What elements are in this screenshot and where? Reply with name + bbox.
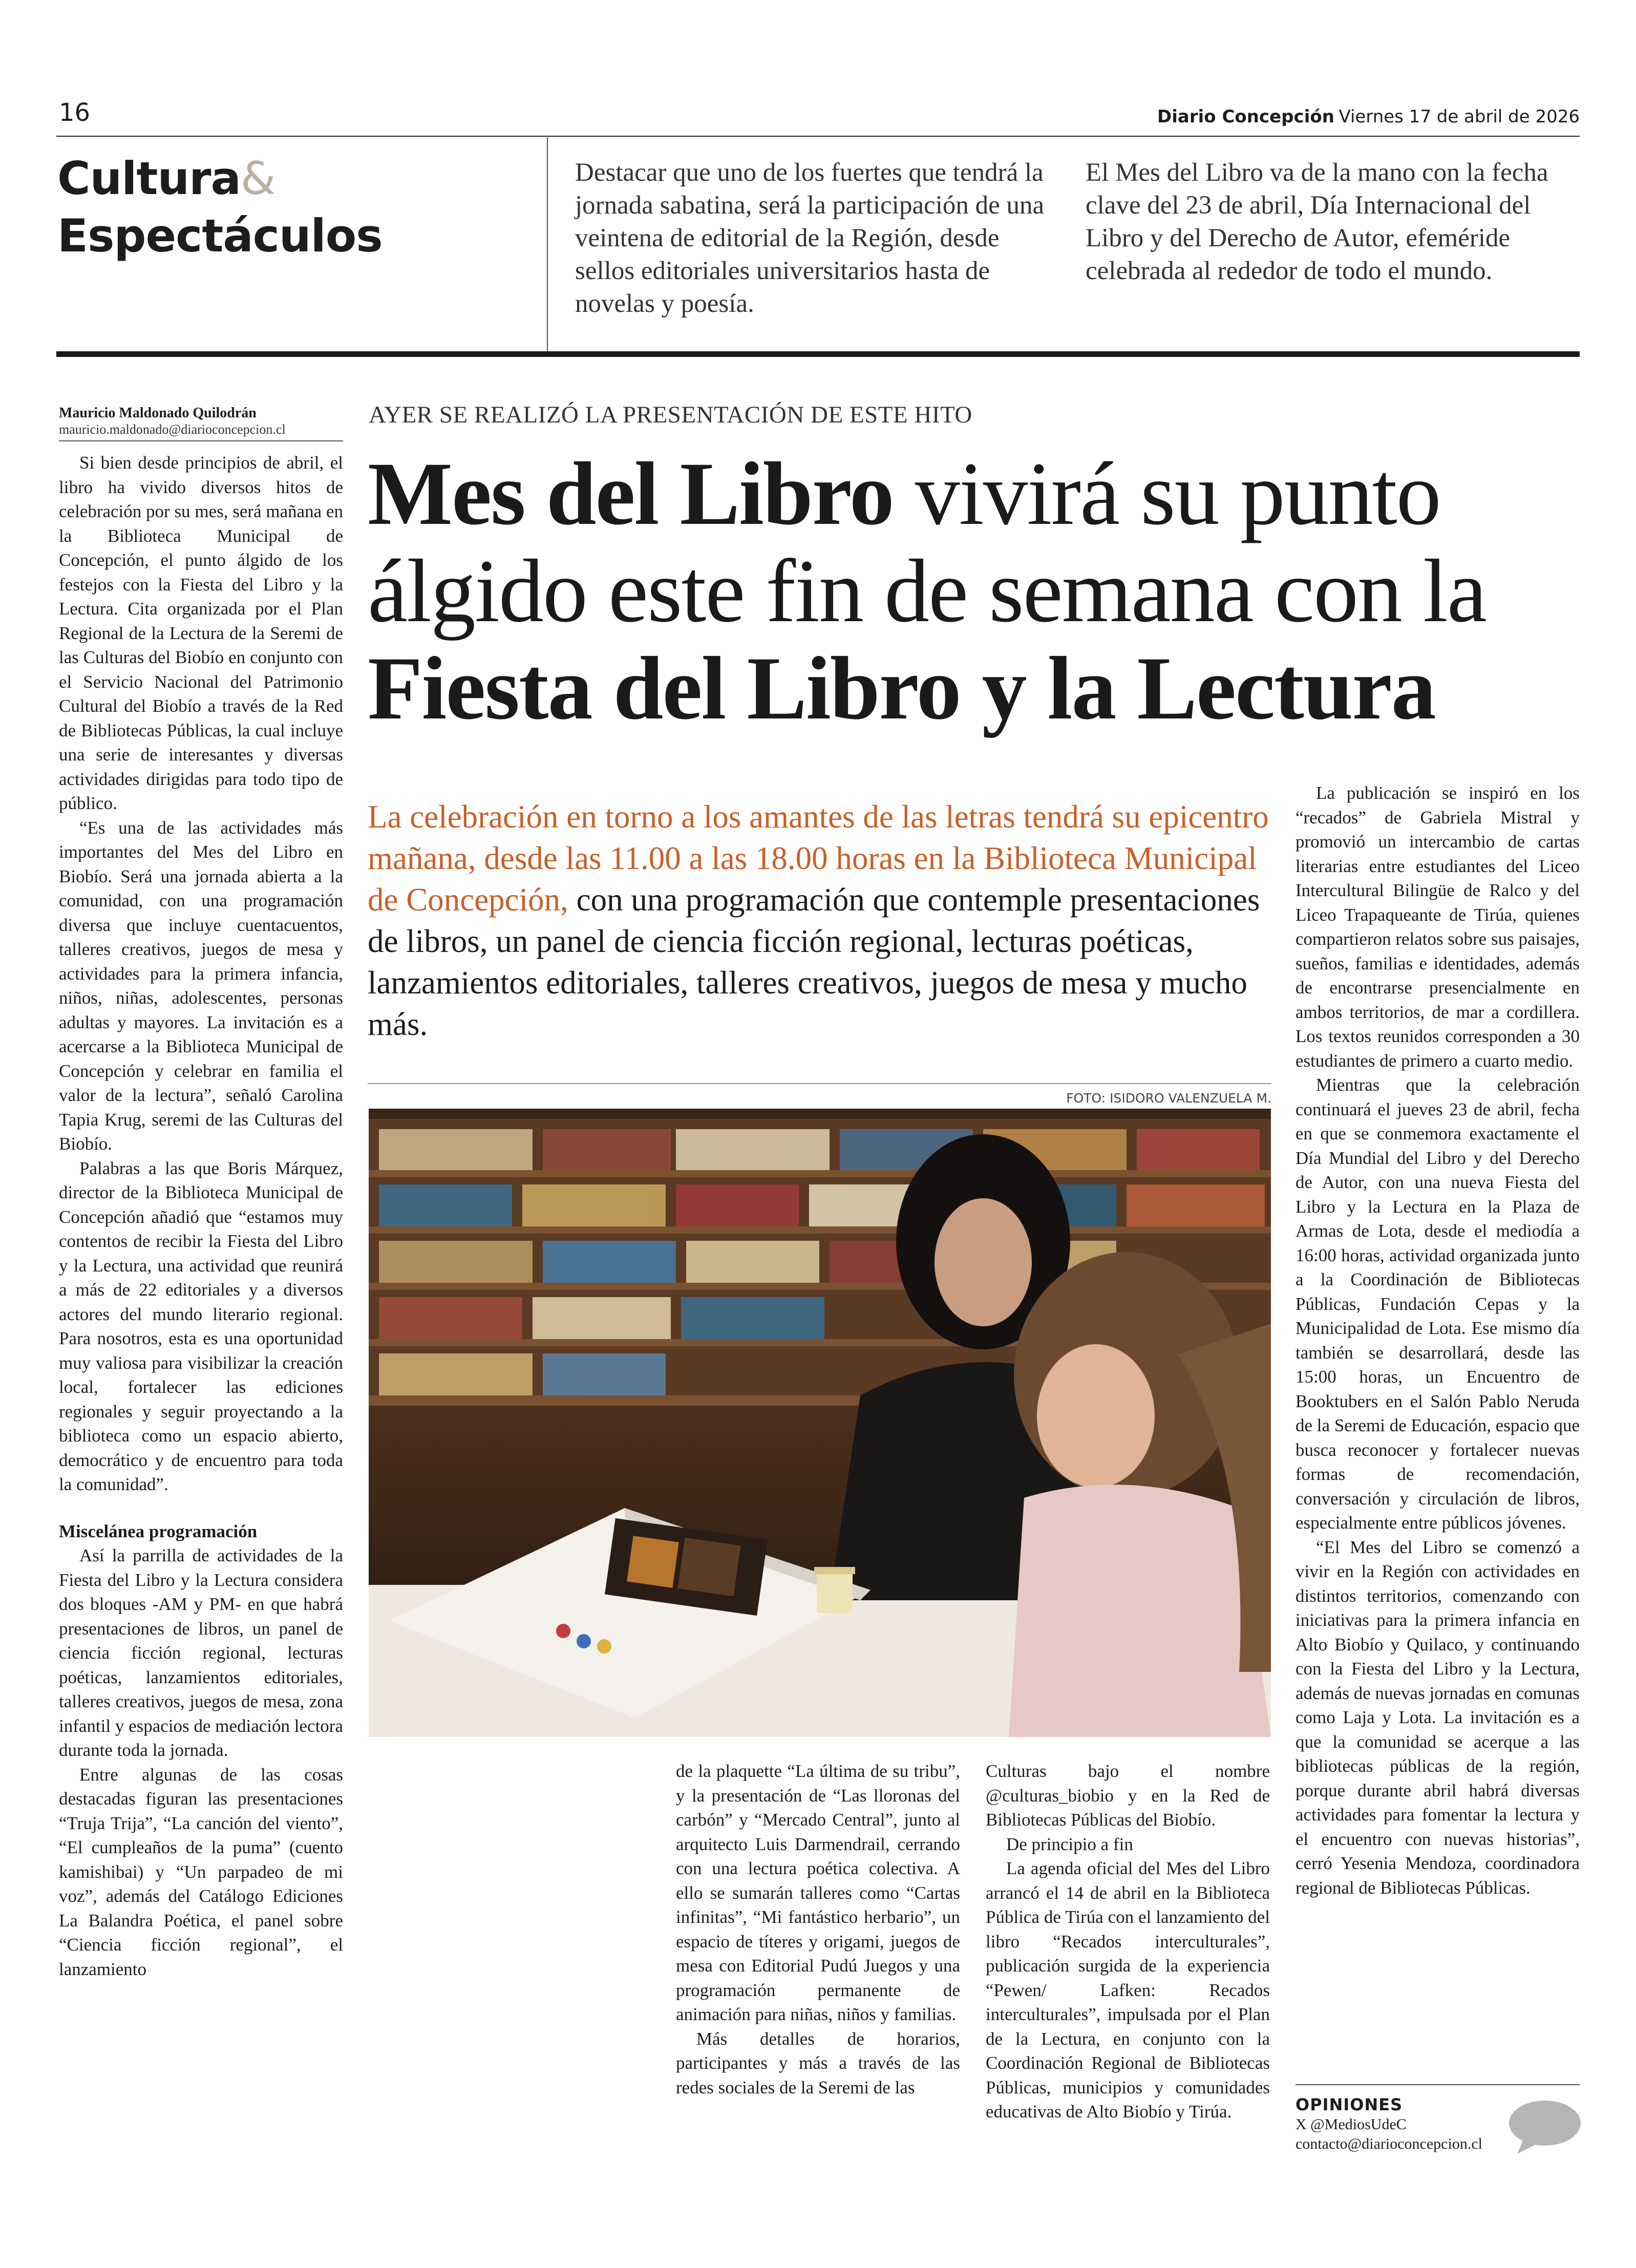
masthead-date-line: [1157, 107, 1580, 128]
article-photo: [369, 1109, 1271, 1737]
speech-bubble-icon: [1508, 2099, 1582, 2157]
col1-subhead: Miscelánea programación: [59, 1521, 258, 1541]
kicker: AYER SE REALIZÓ LA PRESENTACIÓN DE ESTE HITO: [369, 401, 972, 428]
col1-paragraph-2: “Es una de las actividades más importantes del Mes del Libro en Biobío. Será una jornada abierta a la comunidad, con una programación diversa que incluye cuentacuentos, talleres creativos, juegos de mesa y actividades para la primera infancia, niños, niñas, adolescentes, personas adultas y mayores. La invitación es a acercarse a la Biblioteca Municipal de Concepción y celebrar en familia el valor de la lectura”, señaló Carolina Tapia Krug, seremi de las Culturas del Biobío.: [59, 817, 343, 1154]
col1-paragraph-5: Entre algunas de las cosas destacadas figuran las presentaciones “Truja Trija”, “La canción del viento”, “El cumpleaños de la puma” (cuento kamishibai) y “Un parpadeo de mi voz”, además del Catálogo Ediciones La Balandra Poética, el panel sobre “Ciencia ficción regional”, el lanzamiento: [59, 1764, 343, 1979]
section-word-2: Espectáculos: [57, 209, 383, 262]
lead-paragraph: [368, 796, 1269, 1045]
yogurt-cup: [817, 1570, 853, 1613]
photo-credit: FOTO: ISIDORO VALENZUELA M.: [1066, 1091, 1271, 1106]
header-bottom-rule: [56, 351, 1580, 357]
col1-paragraph-3: Palabras a las que Boris Márquez, director de la Biblioteca Municipal de Concepción añadió que “estamos muy contentos de recibir la Fiesta del Libro y la Lectura, una actividad que reunirá a más de 22 editoriales y a diversos actores del mundo literario regional. Para nosotros, esta es una oportunidad muy valiosa para visibilizar la creación local, fortalecer las ediciones regionales y seguir proyectando a la biblioteca como un espacio abierto, democrático y de encuentro para toda la comunidad”.: [59, 1158, 343, 1494]
lead-highlight: La celebración en torno a los amantes de las letras tendrá su epicentro mañana, desde las 11.00 a las 18.00 horas en la Biblioteca Municipal de Concepción,: [368, 799, 1269, 918]
section-title: [57, 150, 383, 265]
author-email: mauricio.maldonado@diarioconcepcion.cl: [59, 422, 286, 437]
author-name: Mauricio Maldonado Quilodrán: [59, 405, 257, 421]
opinions-label: OPINIONES: [1295, 2095, 1403, 2114]
headline-bold-2: Fiesta del Libro y la Lectura: [368, 639, 1435, 738]
section-word-1: Cultura: [57, 152, 241, 205]
byline: [59, 405, 343, 441]
col3-paragraph-2: La agenda oficial del Mes del Libro arrancó el 14 de abril en la Biblioteca Pública de Tirúa con el lanzamiento del libro “Recados interculturales”, publicación surgida de la experiencia “Pewen/ Lafken: Recados interculturales”, impulsada por el Plan de la Lectura, en conjunto con la Coordinación Regional de Bibliotecas Públicas, municipios y comunidades educativas de Alto Biobío y Tirúa.: [986, 1858, 1270, 2122]
byline-rule: [59, 440, 343, 441]
column-4: [1295, 781, 1580, 1900]
opinions-rule: [1295, 2084, 1580, 2085]
lead-rule: [368, 1083, 1271, 1084]
issue-date: Viernes 17 de abril de 2026: [1338, 107, 1580, 127]
col3-paragraph-1: Culturas bajo el nombre @culturas_biobio y en la Red de Bibliotecas Públicas del Biobío.: [986, 1761, 1270, 1830]
col2-paragraph-2: Más detalles de horarios, participantes y más a través de las redes sociales de la Seremi de las: [676, 2028, 960, 2097]
col1-paragraph-4: Así la parrilla de actividades de la Fiesta del Libro y la Lectura considera dos bloques -AM y PM- en que habrá presentaciones de libros, un panel de ciencia ficción regional, lecturas poéticas, lanzamientos editoriales, talleres creativos, juegos de mesa, zona infantil y espacios de mediación lectora durante toda la jornada.: [59, 1545, 343, 1760]
column-1: [59, 451, 343, 1981]
column-3: [986, 1759, 1270, 2124]
header-divider: [547, 137, 548, 351]
opinions-email[interactable]: contacto@diarioconcepcion.cl: [1295, 2135, 1482, 2152]
callout-1: Destacar que uno de los fuertes que tendrá la jornada sabatina, será la participación de una veintena de editorial de la Región, desde sellos editoriales universitarios hasta de novelas y poesía.: [575, 158, 1045, 318]
col3-subhead: De principio a fin: [1006, 1834, 1133, 1854]
col2-paragraph-1: de la plaquette “La última de su tribu”, y la presentación de “Las lloronas del carbón” y “Mercado Central”, junto al arquitecto Luis Darmendrail, cerrando con una lectura poética colectiva. A ello se sumarán talleres como “Cartas infinitas”, “Mi fantástico herbario”, un espacio de títeres y origami, juegos de mesa con Editorial Pudú Juegos y una programación permanente de animación para niñas, niños y familias.: [676, 1761, 960, 2024]
page-number: 16: [59, 98, 91, 127]
section-ampersand: &: [240, 152, 275, 205]
callout-2: El Mes del Libro va de la mano con la fecha clave del 23 de abril, Día Internacional del Libro y del Derecho de Autor, efeméride celebrada al rededor de todo el mundo.: [1086, 158, 1548, 285]
col4-paragraph-2: Mientras que la celebración continuará el jueves 23 de abril, fecha en que se conmemora exactamente el Día Mundial del Libro y del Derecho de Autor, con una nueva Fiesta del Libro y la Lectura en la Plaza de Armas de Lota, desde el mediodía a 16:00 horas, actividad organizada junto a la Coordinación de Bibliotecas Públicas, Fundación Cepas y la Municipalidad de Lota. Ese mismo día también se desarrollará, desde las 15:00 horas, un Encuentro de Booktubers en el Salón Pablo Neruda de la Seremi de Educación, espacio que busca reconocer y fortalecer nuevas formas de recomendación, conversación y circulación de libros, especialmente entre públicos jóvenes.: [1295, 1075, 1580, 1533]
col4-paragraph-3: “El Mes del Libro se comenzó a vivir en la Región con actividades en distintos territorios, comenzando con iniciativas para la primera infancia en Alto Biobío y Quilaco, y continuando con la Fiesta del Libro y la Lectura, además de nuevas jornadas en comunas como Laja y Lota. La invitación es a que la comunidad se acerque a las bibliotecas públicas de la región, porque durante abril habrá diversas actividades para fomentar la lectura y el encuentro con nuevas historias”, cerró Yesenia Mendoza, coordinadora regional de Bibliotecas Públicas.: [1295, 1537, 1580, 1898]
headline-light: vivirá su punto álgido este fin de semana con la: [368, 444, 1486, 641]
headline: [368, 446, 1586, 737]
col1-paragraph-1: Si bien desde principios de abril, el libro ha vivido diversos hitos de celebración por su mes, será mañana en la Biblioteca Municipal de Concepción, el punto álgido de los festejos con la Fiesta del Libro y la Lectura. Cita organizada por el Plan Regional de la Lectura de la Seremi de las Culturas del Biobío en conjunto con el Servicio Nacional del Patrimonio Cultural del Biobío a través de la Red de Bibliotecas Públicas, la cual incluye una serie de interesantes y diversas actividades dirigidas para todo tipo de público.: [59, 453, 343, 813]
column-2: [676, 1759, 960, 2100]
opinions-box: [1295, 2094, 1521, 2154]
opinions-twitter[interactable]: X @MediosUdeC: [1295, 2116, 1407, 2133]
col4-paragraph-1: La publicación se inspiró en los “recados” de Gabriela Mistral y promovió un intercambio de cartas literarias entre estudiantes del Liceo Intercultural Bilingüe de Ralco y del Liceo Trapaqueante de Tirúa, quienes compartieron relatos sobre sus paisajes, sueños, familias e identidades, además de encontrarse presencialmente en ambos territorios, de mar a cordillera. Los textos reunidos corresponden a 30 estudiantes de primero a cuarto medio.: [1295, 783, 1580, 1071]
library-reading-photo: [369, 1109, 1271, 1737]
newspaper-name: Diario Concepción: [1157, 107, 1334, 127]
header-top-rule: [56, 136, 1580, 137]
headline-bold-1: Mes del Libro: [368, 444, 894, 544]
lead-rest: con una programación que contemple presentaciones de libros, un panel de ciencia ficción regional, lecturas poéticas, lanzamientos editoriales, talleres creativos, juegos de mesa y mucho más.: [368, 882, 1260, 1042]
